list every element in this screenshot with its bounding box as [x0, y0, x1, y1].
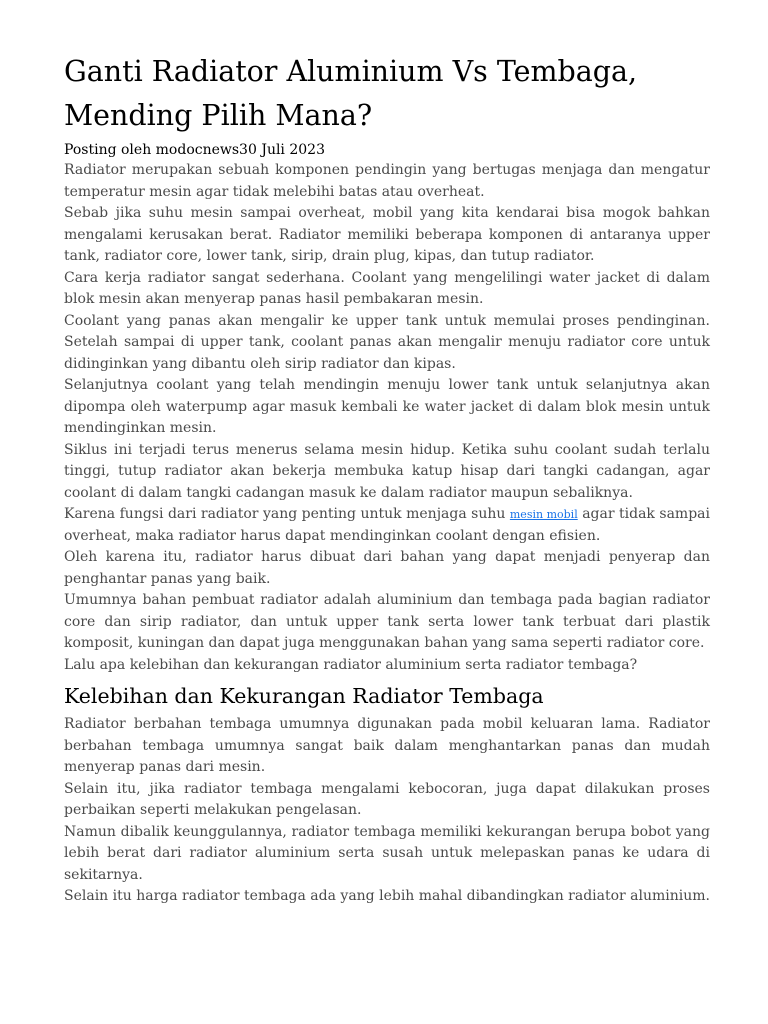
mesin-mobil-link[interactable]: mesin mobil: [509, 508, 578, 521]
paragraph: Umumnya bahan pembuat radiator adalah aluminium dan tembaga pada bagian radiator core dan sirip radiator, dan untuk upper tank serta lower tank terbuat dari plastik komposit, kuningan dan dapat juga menggunakan bahan yang sama seperti radiator core.: [64, 592, 710, 651]
paragraph: Siklus ini terjadi terus menerus selama mesin hidup. Ketika suhu coolant sudah terlalu tinggi, tutup radiator akan bekerja membuka katup hisap dari tangki cadangan, agar coolant di dalam tangki cadangan masuk ke dalam radiator maupun sebaliknya.: [64, 441, 710, 501]
paragraph-with-link: [64, 504, 710, 547]
paragraph-text: Karena fungsi dari radiator yang penting untuk menjaga suhu: [64, 506, 510, 522]
paragraph: Sebab jika suhu mesin sampai overheat, mobil yang kita kendarai bisa mogok bahkan mengalami kerusakan berat. Radiator memiliki beberapa komponen di antaranya upper tank, radiator core, lower tank, sirip, drain plug, kipas, dan tutup radiator.: [64, 205, 710, 264]
paragraph: Namun dibalik keunggulannya, radiator tembaga memiliki kekurangan berupa bobot yang lebih berat dari radiator aluminium serta susah untuk melepaskan panas ke udara di sekitarnya.: [64, 823, 710, 883]
article-byline: Posting oleh modocnews30 Juli 2023: [64, 142, 325, 158]
article: [64, 50, 710, 908]
paragraph: Cara kerja radiator sangat sederhana. Coolant yang mengelilingi water jacket di dalam blok mesin akan menyerap panas hasil pembakaran mesin.: [64, 269, 710, 307]
paragraph: Lalu apa kelebihan dan kekurangan radiator aluminium serta radiator tembaga?: [64, 656, 638, 673]
article-title: Ganti Radiator Aluminium Vs Tembaga, Mending Pilih Mana?: [64, 55, 638, 132]
paragraph: Selanjutnya coolant yang telah mendingin menuju lower tank untuk selanjutnya akan dipompa oleh waterpump agar masuk kembali ke water jacket di dalam blok mesin untuk mendinginkan mesin.: [64, 377, 710, 436]
paragraph: Radiator merupakan sebuah komponen pendingin yang bertugas menjaga dan mengatur temperatur mesin agar tidak melebihi batas atau overheat.: [64, 162, 710, 200]
article-body: [64, 160, 710, 908]
paragraph: Radiator berbahan tembaga umumnya digunakan pada mobil keluaran lama. Radiator berbahan tembaga umumnya sangat baik dalam menghantarkan panas dan mudah menyerap panas dari mesin.: [64, 716, 710, 775]
paragraph: Selain itu, jika radiator tembaga mengalami kebocoran, juga dapat dilakukan proses perbaikan seperti melakukan pengelasan.: [64, 780, 710, 818]
paragraph-text: agar tidak sampai overheat, maka radiator harus dapat mendinginkan coolant dengan efisien.: [64, 506, 710, 544]
section-heading: Kelebihan dan Kekurangan Radiator Tembaga: [64, 684, 544, 708]
paragraph: Coolant yang panas akan mengalir ke upper tank untuk memulai proses pendinginan. Setelah sampai di upper tank, coolant panas akan mengalir menuju radiator core untuk didinginkan yang dibantu oleh sirip radiator dan kipas.: [64, 312, 710, 372]
paragraph: Selain itu harga radiator tembaga ada yang lebih mahal dibandingkan radiator aluminium.: [64, 888, 711, 904]
paragraph: Oleh karena itu, radiator harus dibuat dari bahan yang dapat menjadi penyerap dan penghantar panas yang baik.: [64, 549, 710, 587]
